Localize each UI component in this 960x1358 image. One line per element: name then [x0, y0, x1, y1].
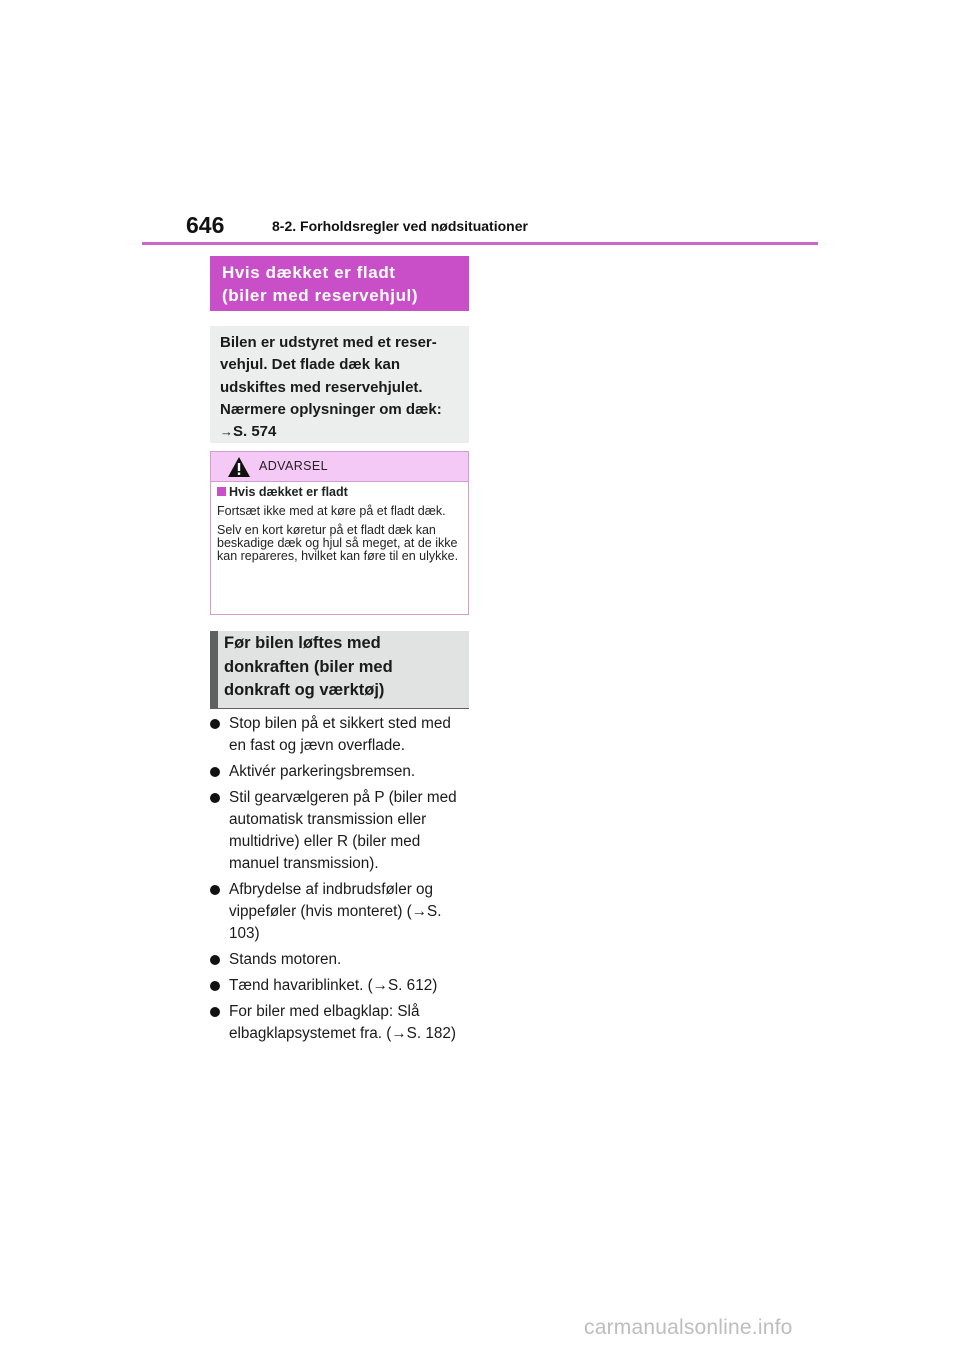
info-line-3: udskiftes med reservehjulet. — [220, 378, 423, 396]
list-item-text: Aktivér parkeringsbremsen. — [229, 763, 416, 780]
list-item-text: Stands motoren. — [229, 951, 342, 968]
header-divider — [142, 242, 818, 245]
warning-body — [211, 482, 468, 563]
page-number: 646 — [186, 212, 225, 238]
heading-accent-bar — [210, 631, 218, 708]
bullet-icon — [210, 719, 220, 729]
list-item — [210, 879, 472, 945]
bullet-icon — [210, 981, 220, 991]
warning-box — [210, 451, 469, 615]
jack-heading-line3: donkraft og værktøj) — [224, 681, 385, 700]
warning-paragraph-1: Fortsæt ikke med at køre på et fladt dæk. — [217, 504, 446, 518]
warning-title: ADVARSEL — [259, 459, 328, 473]
flat-tire-heading-line1: Hvis dækket er fladt — [222, 263, 396, 282]
bullet-icon — [210, 767, 220, 777]
bullet-icon — [210, 793, 220, 803]
bullet-icon — [210, 885, 220, 895]
jack-heading-rule — [210, 708, 469, 709]
section-title: 8-2. Forholdsregler ved nødsituationer — [272, 218, 528, 234]
jack-heading-line2: donkraften (biler med — [224, 657, 393, 676]
warning-triangle-icon — [227, 456, 251, 478]
info-line-2: vehjul. Det flade dæk kan — [220, 356, 401, 374]
list-item-text: For biler med elbagklap: Slå elbagklapsystemet fra. (→S. 182) — [229, 1003, 457, 1042]
list-item-text: Stil gearvælgeren på P (biler med automatisk transmission eller multidrive) eller R (biler med manuel transmission). — [229, 789, 457, 872]
spare-tire-info-box — [210, 326, 469, 443]
preparation-steps-list — [210, 713, 472, 1049]
bullet-icon — [210, 955, 220, 965]
list-item — [210, 713, 472, 757]
info-line-4: Nærmere oplysninger om dæk: — [220, 400, 442, 418]
list-item — [210, 787, 472, 875]
list-item — [210, 975, 472, 997]
info-line-1: Bilen er udstyret med et reser- — [220, 334, 437, 351]
jack-heading-line1: Før bilen løftes med — [224, 634, 381, 652]
list-item — [210, 949, 472, 971]
square-bullet-icon — [217, 487, 226, 496]
list-item-text: Stop bilen på et sikkert sted med en fast og jævn overflade. — [229, 715, 451, 754]
warning-subheading-text: Hvis dækket er fladt — [229, 485, 348, 499]
arrow-right-icon: → — [220, 424, 233, 440]
jack-heading — [210, 631, 469, 708]
list-item-text: Tænd havariblinket. (→S. 612) — [229, 977, 438, 994]
warning-header — [211, 452, 468, 482]
info-reference-link[interactable]: S. 574 — [233, 423, 277, 441]
flat-tire-heading — [210, 256, 469, 311]
warning-subheading — [217, 486, 462, 499]
watermark: carmanualsonline.info — [584, 1316, 793, 1339]
list-item-text: Afbrydelse af indbrudsføler og vippeføler (hvis monteret) (→S. 103) — [229, 881, 442, 942]
list-item — [210, 1001, 472, 1045]
flat-tire-heading-line2: (biler med reservehjul) — [222, 286, 419, 305]
list-item — [210, 761, 472, 783]
info-reference — [220, 421, 459, 443]
warning-paragraph-2: Selv en kort køretur på et fladt dæk kan beskadige dæk og hjul så meget, at de ikke kan repareres, hvilket kan føre til en ulykke. — [217, 523, 459, 563]
bullet-icon — [210, 1007, 220, 1017]
